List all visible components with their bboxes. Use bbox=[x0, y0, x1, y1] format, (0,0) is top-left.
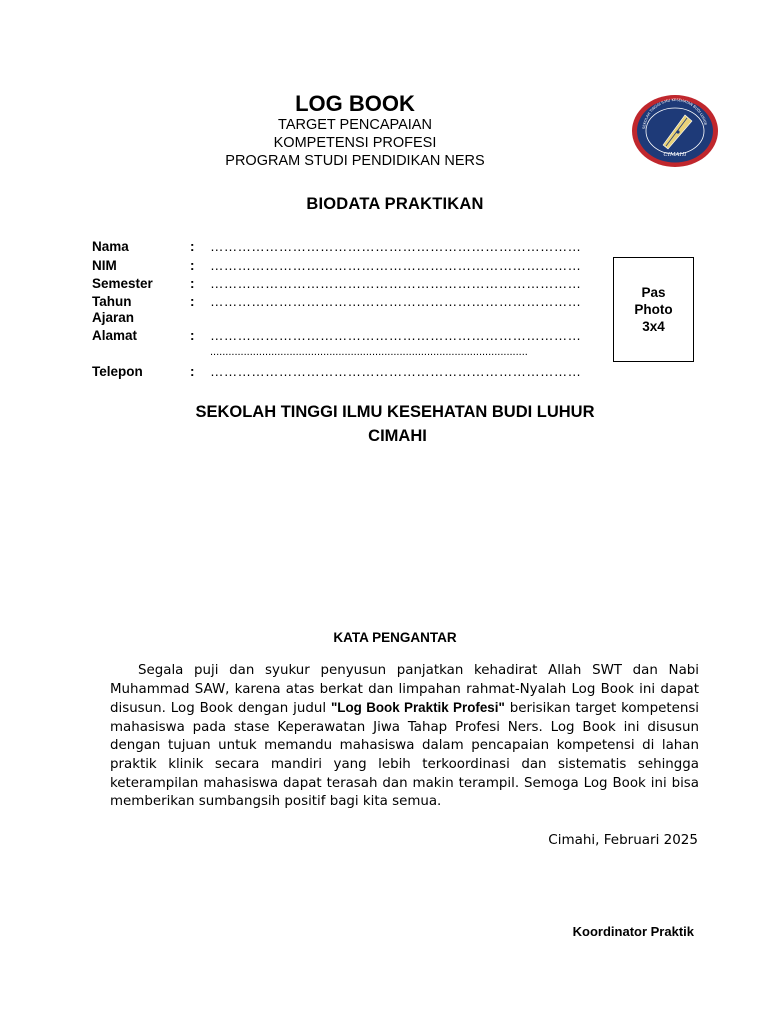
photo-box-line-2: Photo bbox=[634, 302, 673, 317]
school-logo bbox=[630, 93, 720, 169]
pen-nib-emblem-icon bbox=[630, 93, 720, 169]
signatory: Koordinator Praktik bbox=[572, 924, 694, 939]
field-nama: ……………………………………………………………………… bbox=[210, 239, 582, 254]
label-tahun: Tahun bbox=[92, 294, 132, 309]
separator: : bbox=[190, 364, 195, 379]
foreword-text-after: berisikan target kompetensi mahasiswa pada stase Keperawatan Jiwa Tahap Profesi Ners. Log Book ini disusun dengan tujuan untuk memandu mahasiswa dalam pencapaian kompetensi di lahan praktik klinik secara mandiri yang lebih terkoordinasi dan sistematis sehingga keterampilan mahasiswa dapat terasah dan makin terampil. Semoga Log Book ini bisa memberikan sumbangsih positif bagi kita semua. bbox=[110, 701, 700, 810]
separator: : bbox=[190, 258, 195, 273]
foreword-text-before: Segala puji dan syukur penyusun panjatkan kehadirat Allah SWT dan Nabi Muhammad SAW, karena atas berkat dan limpahan rahmat-Nyalah Log Book ini dapat disusun. Log Book dengan judul bbox=[110, 663, 699, 717]
field-alamat: ……………………………………………………………………… bbox=[210, 328, 582, 343]
field-semester: ……………………………………………………………………… bbox=[210, 276, 582, 291]
school-name: SEKOLAH TINGGI ILMU KESEHATAN BUDI LUHUR bbox=[195, 403, 595, 421]
biodata-heading: BIODATA PRAKTIKAN bbox=[306, 195, 484, 213]
school-city: CIMAHI bbox=[368, 427, 427, 445]
page-title: LOG BOOK bbox=[295, 91, 415, 116]
field-telepon: ……………………………………………………………………… bbox=[210, 364, 582, 379]
foreword-bold-title: "Log Book Praktik Profesi" bbox=[330, 700, 505, 716]
label-alamat: Alamat bbox=[92, 328, 138, 343]
photo-box-line-1: Pas bbox=[641, 285, 666, 300]
field-tahun-ajaran: ……………………………………………………………………… bbox=[210, 294, 582, 309]
separator: : bbox=[190, 276, 195, 291]
foreword-heading: KATA PENGANTAR bbox=[333, 630, 457, 645]
logo-ring-text: SEKOLAH TINGGI ILMU KESEHATAN BUDI LUHUR bbox=[642, 97, 708, 130]
logo-bottom-text: CIMAHI bbox=[663, 152, 687, 158]
field-nim: ……………………………………………………………………… bbox=[210, 258, 582, 273]
subtitle-line-1: TARGET PENCAPAIAN bbox=[278, 117, 432, 133]
separator: : bbox=[190, 328, 195, 343]
subtitle-line-2: KOMPETENSI PROFESI bbox=[273, 135, 437, 151]
label-telepon: Telepon bbox=[92, 364, 143, 379]
separator: : bbox=[190, 239, 195, 254]
label-ajaran: Ajaran bbox=[92, 310, 135, 325]
separator: : bbox=[190, 294, 195, 309]
label-semester: Semester bbox=[92, 276, 153, 291]
photo-box bbox=[613, 257, 694, 362]
foreword-paragraph bbox=[110, 662, 699, 812]
label-nim: NIM bbox=[92, 258, 117, 273]
field-alamat-line2: ........................................................................................................ bbox=[210, 346, 528, 358]
place-date: Cimahi, Februari 2025 bbox=[548, 832, 698, 848]
subtitle-line-3: PROGRAM STUDI PENDIDIKAN NERS bbox=[225, 153, 485, 169]
photo-box-line-3: 3x4 bbox=[642, 319, 665, 334]
label-nama: Nama bbox=[92, 239, 129, 254]
